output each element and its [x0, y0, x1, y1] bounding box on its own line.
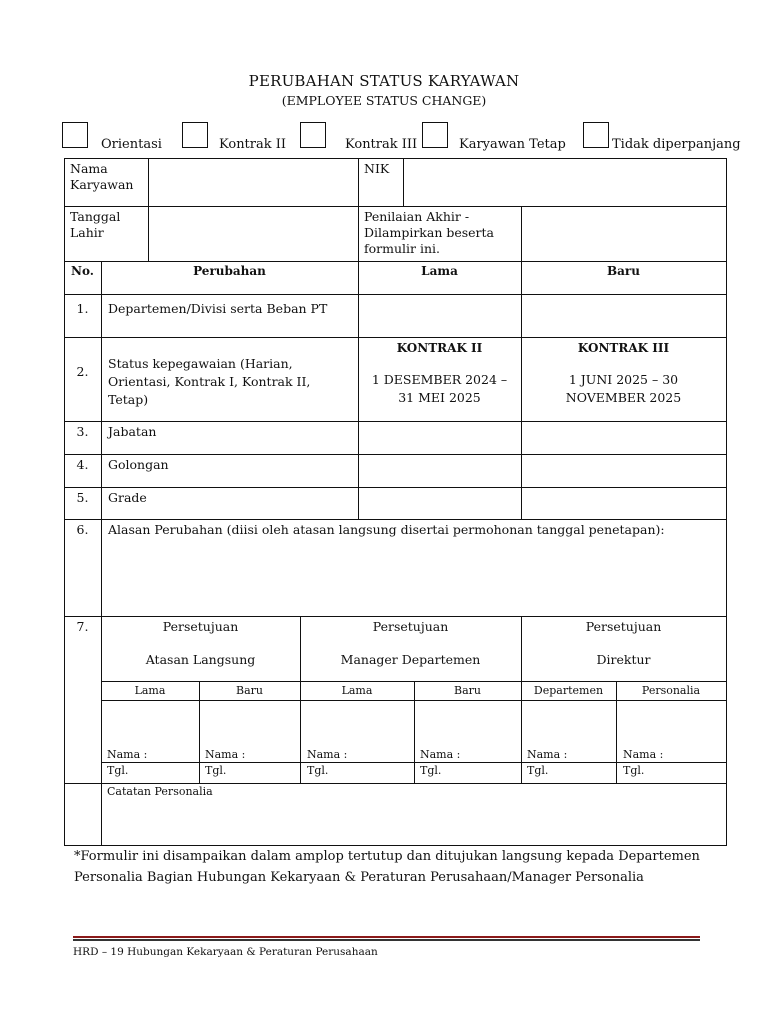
approval-title: Persetujuan — [372, 619, 449, 634]
signature-tgl-field[interactable]: Tgl. — [527, 764, 549, 777]
label-penilaian-akhir: Penilaian Akhir - Dilampirkan beserta formulir ini. — [364, 209, 495, 256]
checkbox-label-kontrak-2: Kontrak II — [219, 137, 287, 152]
signature-tgl-field[interactable]: Tgl. — [107, 764, 129, 777]
row-item-grade: Grade — [108, 490, 147, 505]
checkbox-orientasi[interactable] — [62, 122, 88, 148]
signature-tgl-field[interactable]: Tgl. — [307, 764, 329, 777]
status-baru-period: 1 JUNI 2025 – 30 NOVEMBER 2025 — [565, 372, 682, 405]
checkbox-kontrak-3[interactable] — [300, 122, 326, 148]
row-number: 2. — [76, 364, 89, 379]
approval-role-direktur: Direktur — [596, 652, 651, 667]
header-lama: Lama — [421, 264, 458, 278]
approval-title: Persetujuan — [585, 619, 662, 634]
approval-col-label: Departemen — [533, 684, 604, 697]
header-perubahan: Perubahan — [193, 264, 266, 278]
status-lama-title: KONTRAK II — [396, 341, 483, 355]
footer-rule — [73, 936, 700, 938]
row-number: 3. — [76, 424, 89, 439]
row-item-status-kepegawaian: Status kepegawaian (Harian, Orientasi, Kontrak I, Kontrak II, Tetap) — [108, 356, 311, 407]
header-baru: Baru — [607, 264, 640, 278]
form-title: PERUBAHAN STATUS KARYAWAN — [248, 72, 520, 90]
signature-tgl-field[interactable]: Tgl. — [623, 764, 645, 777]
checkbox-kontrak-2[interactable] — [182, 122, 208, 148]
approval-title: Persetujuan — [162, 619, 239, 634]
status-lama-period: 1 DESEMBER 2024 – 31 MEI 2025 — [371, 372, 508, 405]
row-number: 5. — [76, 490, 89, 505]
header-no: No. — [71, 264, 94, 278]
status-baru-title: KONTRAK III — [577, 341, 670, 355]
form-subtitle: (EMPLOYEE STATUS CHANGE) — [281, 93, 487, 108]
checkbox-label-karyawan-tetap: Karyawan Tetap — [459, 137, 566, 152]
signature-nama-field[interactable]: Nama : — [527, 748, 568, 761]
approval-col-label: Baru — [454, 684, 481, 697]
approval-col-label: Lama — [134, 684, 166, 697]
footer-rule — [73, 939, 700, 941]
catatan-personalia-label: Catatan Personalia — [107, 785, 213, 798]
approval-role-manager: Manager Departemen — [340, 652, 481, 667]
row-number: 7. — [76, 619, 89, 634]
signature-tgl-field[interactable]: Tgl. — [420, 764, 442, 777]
footer-text: HRD – 19 Hubungan Kekaryaan & Peraturan Perusahaan — [73, 946, 378, 958]
approval-col-label: Lama — [341, 684, 373, 697]
signature-nama-field[interactable]: Nama : — [307, 748, 348, 761]
approval-col-label: Personalia — [641, 684, 701, 697]
footnote: *Formulir ini disampaikan dalam amplop tertutup dan ditujukan langsung kepada Departemen Personalia Bagian Hubungan Kekaryaan & Peraturan Perusahaan/Manager Personalia — [74, 849, 700, 885]
signature-nama-field[interactable]: Nama : — [107, 748, 148, 761]
label-nik: NIK — [364, 161, 390, 176]
row-number: 1. — [76, 301, 89, 316]
signature-nama-field[interactable]: Nama : — [205, 748, 246, 761]
label-nama-karyawan: Nama Karyawan — [70, 161, 134, 192]
row-item-jabatan: Jabatan — [108, 424, 157, 439]
checkbox-label-tidak-diperpanjang: Tidak diperpanjang — [612, 137, 741, 152]
signature-tgl-field[interactable]: Tgl. — [205, 764, 227, 777]
row-item-golongan: Golongan — [108, 457, 169, 472]
checkbox-tidak-diperpanjang[interactable] — [583, 122, 609, 148]
approval-col-label: Baru — [236, 684, 263, 697]
row-number: 4. — [76, 457, 89, 472]
signature-nama-field[interactable]: Nama : — [623, 748, 664, 761]
label-tanggal-lahir: Tanggal Lahir — [70, 209, 121, 240]
checkbox-karyawan-tetap[interactable] — [422, 122, 448, 148]
row-item-alasan-perubahan: Alasan Perubahan (diisi oleh atasan langsung disertai permohonan tanggal penetapan): — [108, 522, 665, 537]
row-item-departemen: Departemen/Divisi serta Beban PT — [108, 301, 328, 316]
checkbox-label-kontrak-3: Kontrak III — [345, 137, 418, 152]
checkbox-label-orientasi: Orientasi — [101, 137, 162, 152]
signature-nama-field[interactable]: Nama : — [420, 748, 461, 761]
row-number: 6. — [76, 522, 89, 537]
approval-role-atasan: Atasan Langsung — [145, 652, 256, 667]
